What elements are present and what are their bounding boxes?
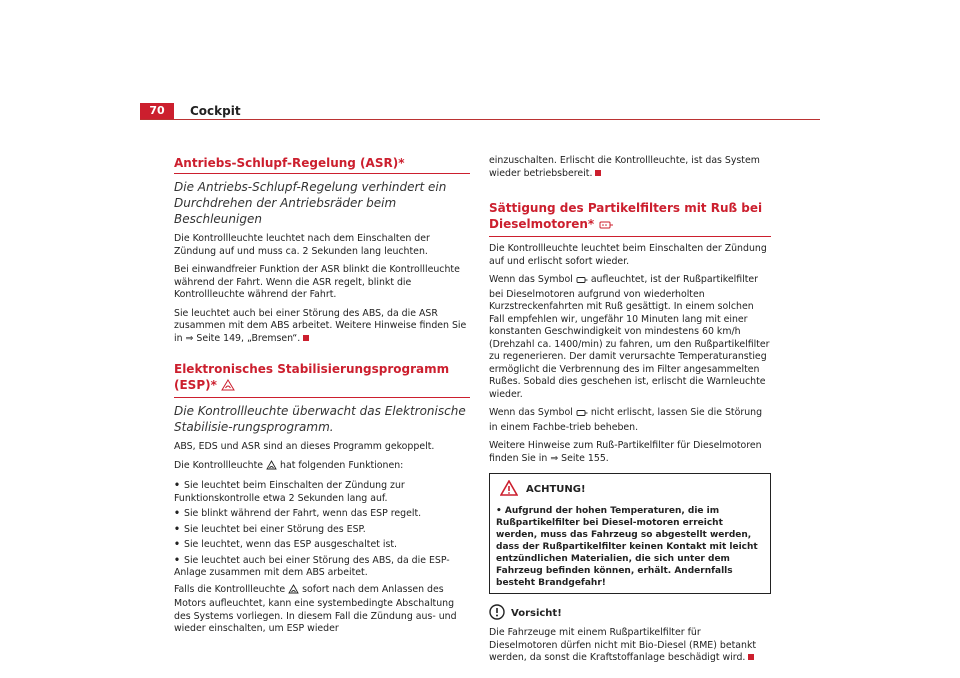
list-item: • Sie blinkt während der Fahrt, wenn das ESP regelt. xyxy=(174,508,422,519)
caution-title: Vorsicht! xyxy=(511,607,562,619)
esp-lamp-icon xyxy=(266,460,277,475)
asr-paragraph-1: Die Kontrollleuchte leuchtet nach dem Einschalten der Zündung auf und muss ca. 2 Sekunden lang leuchten. xyxy=(174,233,430,257)
asr-heading: Antriebs-Schlupf-Regelung (ASR)* xyxy=(174,155,470,174)
particle-filter-icon xyxy=(598,218,614,234)
esp-paragraph-3: Falls die Kontrollleuchte sofort nach dem Anlassen des Motors aufleuchtet, kann eine systembedingte Abschaltung des Systems vorliegen. In diesem Fall die Zündung aus- und wieder einschalten, um ESP wieder xyxy=(174,583,457,634)
particle-filter-icon xyxy=(576,409,588,422)
esp-paragraph-1: ABS, EDS und ASR sind an dieses Programm gekoppelt. xyxy=(174,441,435,452)
section-title: Cockpit xyxy=(190,104,241,118)
end-mark-icon xyxy=(303,335,309,341)
dpf-paragraph-2: Wenn das Symbol aufleuchtet, ist der Rußpartikelfilter bei Dieselmotoren aufgrund von wiederholten Kurzstreckenfahrten mit Ruß gesättigt. In einem solchen Fall empfehlen wir, ungefähr 10 Minuten lang mit einer konstanten Geschwindigkeit von mindestens 60 km/h (Drehzahl ca. 1400/min) zu fahren, um den Rußpartikelfilter zu regenerieren. Der damit verursachte Temperaturanstieg ermöglicht die Verbrennung des im Filter angesammelten Rußes. Sobald dies geschehen ist, erlischt die Warnleuchte wieder. xyxy=(489,274,770,400)
warning-title: ACHTUNG! xyxy=(526,484,586,495)
end-mark-icon xyxy=(595,170,601,176)
warning-text: • Aufgrund der hohen Temperaturen, die im Rußpartikelfilter bei Diesel-motoren erreicht werden, muss das Fahrzeug so abgestellt werden, dass der Rußpartikelfilter keinen Kontakt mit leicht entzündlichen Materialien, die sich unter dem Fahrzeug befinden können, erhält. Andernfalls besteht Brandgefahr! xyxy=(496,505,758,588)
asr-paragraph-2: Bei einwandfreier Funktion der ASR blinkt die Kontrollleuchte während der Fahrt. Wenn die ASR regelt, blinkt die Kontrollleuchte während der Fahrt. xyxy=(174,264,460,300)
asr-lead: Die Antriebs-Schlupf-Regelung verhindert ein Durchdrehen der Antriebsräder beim Beschleunigen xyxy=(174,180,447,226)
dpf-heading: Sättigung des Partikelfilters mit Ruß bei Dieselmotoren* xyxy=(489,200,771,237)
warning-header xyxy=(490,474,770,505)
list-item: • Sie leuchtet beim Einschalten der Zündung zur Funktionskontrolle etwa 2 Sekunden lang auf. xyxy=(174,480,405,504)
asr-paragraph-3: Sie leuchtet auch bei einer Störung des ABS, da die ASR zusammen mit dem ABS arbeitet. Weitere Hinweise finden Sie in ⇒ Seite 149, „Bremsen“. xyxy=(174,307,467,344)
left-column xyxy=(174,155,470,642)
dpf-paragraph-1: Die Kontrollleuchte leuchtet beim Einschalten der Zündung auf und erlischt sofort wieder. xyxy=(489,243,767,267)
esp-function-list xyxy=(174,480,470,580)
page-number: 70 xyxy=(140,103,174,119)
header-divider xyxy=(140,119,820,120)
caution-header xyxy=(489,604,771,625)
esp-lamp-icon xyxy=(288,584,299,599)
esp-warning-icon xyxy=(221,379,235,395)
esp-lead: Die Kontrollleuchte überwacht das Elektronische Stabilisie-rungsprogramm. xyxy=(174,404,466,434)
warning-triangle-icon xyxy=(500,480,518,501)
dpf-paragraph-3: Wenn das Symbol nicht erlischt, lassen Sie die Störung in einem Fachbe-trieb beheben. xyxy=(489,407,763,433)
dpf-paragraph-4: Weitere Hinweise zum Ruß-Partikelfilter für Dieselmotoren finden Sie in ⇒ Seite 155. xyxy=(489,440,762,464)
warning-box xyxy=(489,473,771,594)
caution-text: Die Fahrzeuge mit einem Rußpartikelfilter für Dieselmotoren dürfen nicht mit Bio-Diesel (RME) betankt werden, da sonst die Kraftstoffanlage beschädigt wird. xyxy=(489,627,757,663)
list-item: • Sie leuchtet auch bei einer Störung des ABS, da die ESP-Anlage zusammen mit dem ABS arbeitet. xyxy=(174,554,450,578)
list-item: • Sie leuchtet bei einer Störung des ESP. xyxy=(174,523,366,535)
right-column xyxy=(489,155,771,671)
list-item: • Sie leuchtet, wenn das ESP ausgeschaltet ist. xyxy=(174,539,398,550)
caution-icon xyxy=(489,604,505,625)
esp-heading: Elektronisches Stabilisierungsprogramm (ESP)* xyxy=(174,361,470,398)
esp-paragraph-continued: einzuschalten. Erlischt die Kontrollleuchte, ist das System wieder betriebsbereit. xyxy=(489,155,760,179)
end-mark-icon xyxy=(748,654,754,660)
particle-filter-icon xyxy=(576,276,588,289)
esp-paragraph-2: Die Kontrollleuchte hat folgenden Funktionen: xyxy=(174,460,470,475)
